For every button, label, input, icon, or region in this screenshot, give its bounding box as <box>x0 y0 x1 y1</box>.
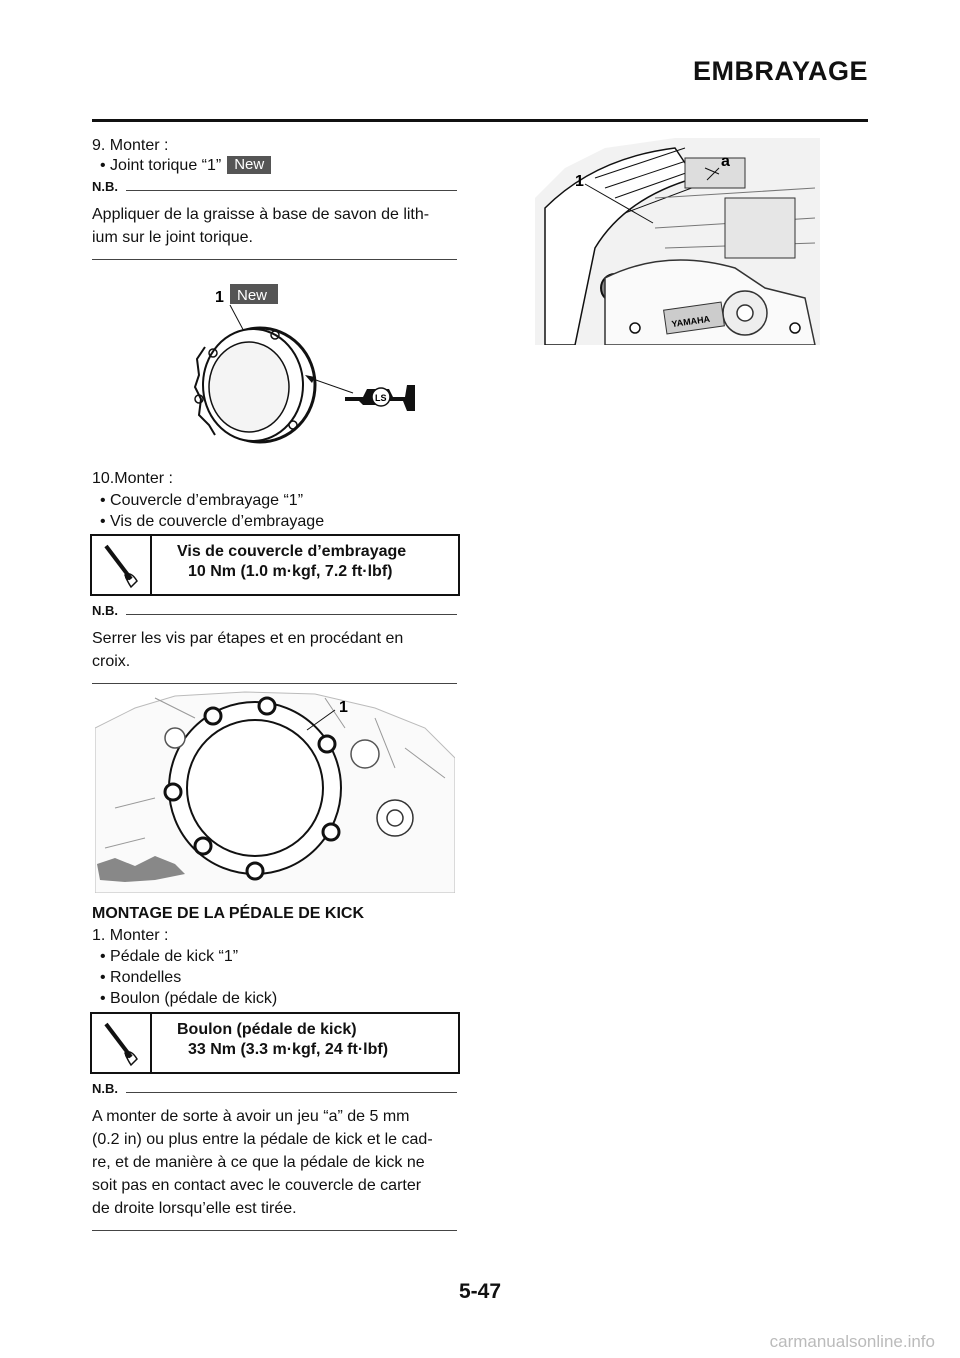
nb-box-3 <box>92 1082 457 1231</box>
figure-callout-a: a <box>721 153 730 170</box>
step-9-item-text: • Joint torique “1” <box>100 157 222 174</box>
figure-callout-1: 1 <box>575 173 584 190</box>
nb-label: N.B. <box>92 603 118 618</box>
torque-name: Boulon (pédale de kick) <box>177 1021 357 1038</box>
nb-text-line: Serrer les vis par étapes et en procédant en <box>92 630 404 647</box>
nb-box-1 <box>92 180 457 260</box>
nb-text-line: A monter de sorte à avoir un jeu “a” de 5 mm <box>92 1108 410 1125</box>
step-9-item <box>100 155 271 177</box>
nb-text-line: croix. <box>92 653 131 670</box>
lubricant-ls-label: LS <box>375 393 387 403</box>
nb-label: N.B. <box>92 1081 118 1096</box>
nb-text-line: (0.2 in) ou plus entre la pédale de kick et le cad- <box>92 1131 433 1148</box>
step-9-line: 9. Monter : <box>92 137 169 154</box>
kick-step-line: 1. Monter : <box>92 927 169 944</box>
torque-spec-box <box>90 1012 460 1074</box>
kick-step-item: • Pédale de kick “1” <box>100 948 239 965</box>
clutch-cover-bolts-figure <box>95 688 455 893</box>
step-10-item: • Vis de couvercle d’embrayage <box>100 513 325 530</box>
watermark: carmanualsonline.info <box>769 1332 935 1351</box>
torque-spec-box <box>90 534 460 596</box>
page-title: EMBRAYAGE <box>692 56 868 86</box>
header-rule <box>92 119 868 122</box>
nb-text-line: ium sur le joint torique. <box>92 229 253 246</box>
new-badge: New <box>227 156 271 174</box>
nb-text-line: Appliquer de la graisse à base de savon de lith- <box>92 206 430 223</box>
brand-label: YAMAHA <box>670 313 711 330</box>
torque-value: 10 Nm (1.0 m·kgf, 7.2 ft·lbf) <box>188 563 393 580</box>
section-title: MONTAGE DE LA PÉDALE DE KICK <box>92 905 365 922</box>
kick-pedal-figure <box>535 138 820 345</box>
nb-label: N.B. <box>92 179 118 194</box>
nb-text-line: soit pas en contact avec le couvercle de carter <box>92 1177 422 1194</box>
torque-name: Vis de couvercle d’embrayage <box>177 543 407 560</box>
clutch-cover-oring-figure <box>185 275 430 450</box>
step-10-item: • Couvercle d’embrayage “1” <box>100 492 304 509</box>
figure-callout: 1 <box>215 289 224 306</box>
page-number: 5-47 <box>458 1280 502 1303</box>
torque-value: 33 Nm (3.3 m·kgf, 24 ft·lbf) <box>188 1041 389 1058</box>
nb-box-2 <box>92 604 457 684</box>
kick-step-item: • Rondelles <box>100 969 182 986</box>
nb-text-line: de droite lorsqu’elle est tirée. <box>92 1200 297 1217</box>
torque-wrench-icon <box>92 1014 152 1072</box>
kick-step-item: • Boulon (pédale de kick) <box>100 990 278 1007</box>
figure-new-badge: New <box>237 287 268 304</box>
nb-text-line: re, et de manière à ce que la pédale de kick ne <box>92 1154 425 1171</box>
torque-wrench-icon <box>92 536 152 594</box>
figure-callout: 1 <box>339 699 348 716</box>
step-10-line: 10.Monter : <box>92 470 173 487</box>
